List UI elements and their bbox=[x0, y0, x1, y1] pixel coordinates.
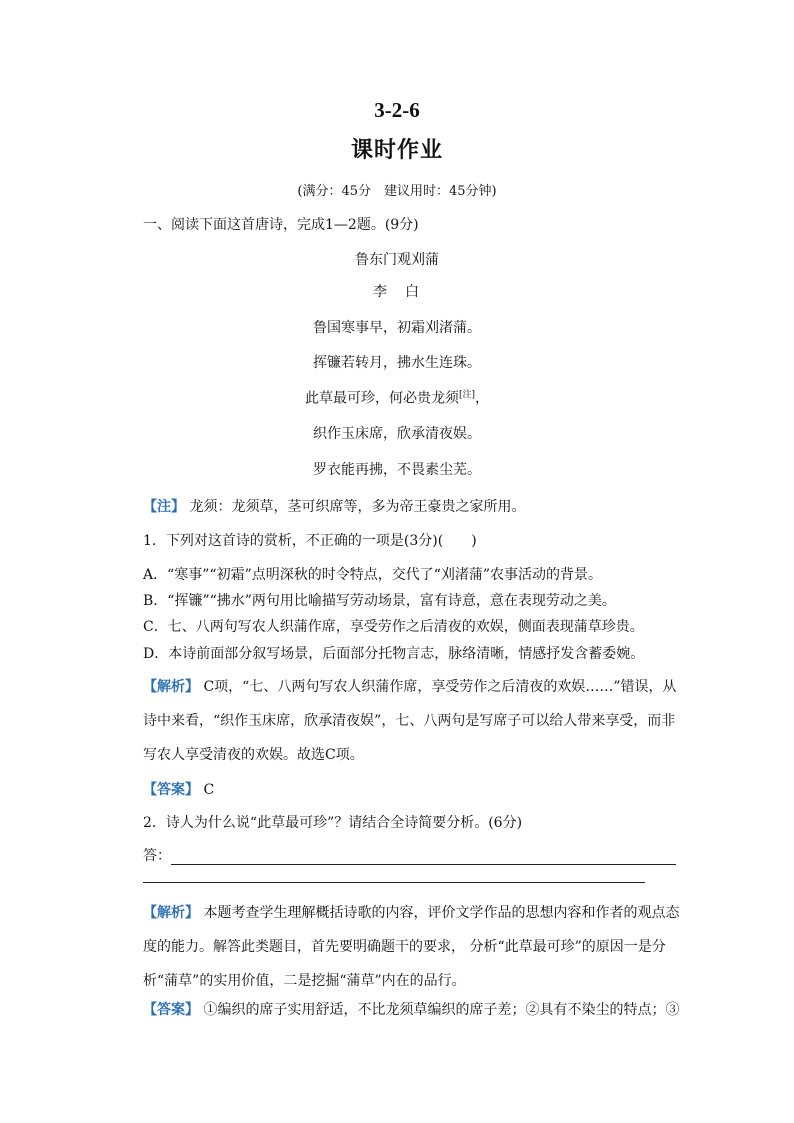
option-a: A．“寒事”“初霜”点明深秋的时令特点，交代了“刈渚蒲”农事活动的背景。 bbox=[143, 567, 603, 583]
answer-blank[interactable] bbox=[171, 850, 676, 865]
note-tag: 【注】 bbox=[143, 499, 185, 515]
answer-text: ①编织的席子实用舒适，不比龙须草编织的席子差；②具有不染尘的特点；③ bbox=[199, 1002, 680, 1018]
poem-line-text: 此草最可珍，何必贵龙须 bbox=[304, 390, 459, 407]
answer-tag: 【答案】 bbox=[143, 782, 199, 798]
answer-blank-line[interactable] bbox=[143, 882, 645, 883]
poem-line: 挥镰若转月，拂水生连珠。 bbox=[313, 355, 481, 371]
analysis-text: 本题考查学生理解概括诗歌的内容，评价文学作品的思想内容和作者的观点态度的能力。解答此类题目，首先要明确题干的要求， 分析“此草最可珍”的原因一是分析“蒲草”的实用价值，二是挖掘“蒲草”内在的品行。 bbox=[143, 905, 680, 989]
poem-line: 织作玉床席，欣承清夜娱。 bbox=[313, 426, 481, 442]
poem-line-end: ， bbox=[475, 390, 490, 407]
question-2-answer bbox=[143, 999, 679, 1019]
answer-line bbox=[143, 845, 676, 865]
page-title: 课时作业 bbox=[350, 137, 443, 163]
question-1-answer bbox=[143, 779, 214, 799]
note-text: 龙须：龙须草，茎可织席等，多为帝王豪贵之家所用。 bbox=[185, 499, 526, 515]
question-1-stem: 1．下列对这首诗的赏析，不正确的一项是(3分)( ) bbox=[143, 533, 477, 549]
poem-author: 李 白 bbox=[373, 284, 421, 300]
question-2-analysis bbox=[143, 896, 683, 998]
poem-line: 鲁国寒事早，初霜刈渚蒲。 bbox=[313, 320, 481, 336]
footnote-marker: [注] bbox=[458, 390, 476, 400]
question-2-stem: 2．诗人为什么说“此草最可珍”？请结合全诗简要分析。(6分) bbox=[143, 815, 523, 831]
answer-label: 答： bbox=[143, 848, 171, 864]
poem-title: 鲁东门观刈蒲 bbox=[355, 252, 439, 268]
analysis-tag: 【解析】 bbox=[143, 905, 199, 921]
analysis-text: C项，“七、八两句写农人织蒲作席，享受劳作之后清夜的欢娱……”错误，从诗中来看，“织作玉床席，欣承清夜娱”，七、八两句是写席子可以给人带来享受，而非写农人享受清夜的欢娱。故选C项。 bbox=[143, 679, 677, 763]
option-d: D．本诗前面部分叙写场景，后面部分托物言志，脉络清晰，情感抒发含蓄委婉。 bbox=[143, 646, 645, 662]
question-1-analysis bbox=[143, 670, 683, 772]
poem-line bbox=[0, 387, 794, 408]
poem-line: 罗衣能再拂，不畏素尘芜。 bbox=[313, 462, 481, 478]
section-heading: 一、阅读下面这首唐诗，完成1—2题。(9分) bbox=[143, 217, 419, 233]
lesson-code: 3-2-6 bbox=[374, 98, 420, 122]
answer-text: C bbox=[199, 782, 215, 798]
analysis-tag: 【解析】 bbox=[143, 679, 199, 695]
score-time-info: (满分：45分 建议用时：45分钟) bbox=[297, 184, 497, 199]
option-b: B．“挥镰”“拂水”两句用比喻描写劳动场景，富有诗意，意在表现劳动之美。 bbox=[143, 593, 616, 609]
option-c: C．七、八两句写农人织蒲作席，享受劳作之后清夜的欢娱，侧面表现蒲草珍贵。 bbox=[143, 619, 644, 635]
footnote bbox=[143, 496, 525, 516]
answer-tag: 【答案】 bbox=[143, 1002, 199, 1018]
